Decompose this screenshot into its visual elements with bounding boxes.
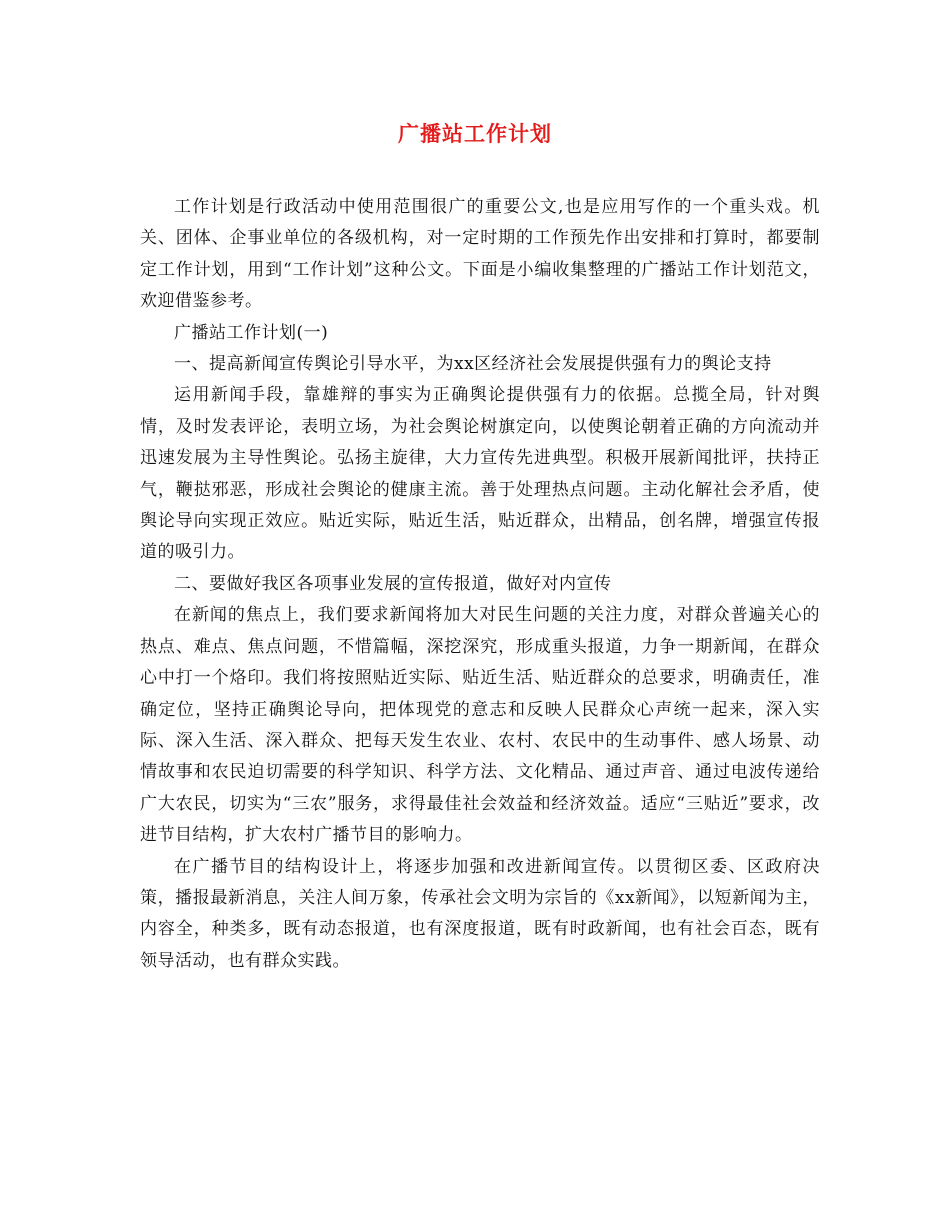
paragraph-intro: 工作计划是行政活动中使用范围很广的重要公文,也是应用写作的一个重头戏。机关、团体、企事业单位的各级机构，对一定时期的工作预先作出安排和打算时，都要制定工作计划，用到“工作计划”这种公文。下面是小编收集整理的广播站工作计划范文，欢迎借鉴参考。 [140,197,820,312]
paragraph-news-focus: 在新闻的焦点上，我们要求新闻将加大对民生问题的关注力度，对群众普遍关心的热点、难点、焦点问题，不惜篇幅，深挖深究，形成重头报道，力争一期新闻，在群众心中打一个烙印。我们将按照贴近实际、贴近生活、贴近群众的总要求，明确责任，准确定位，坚持正确舆论导向，把体现党的意志和反映人民群众心声统一起来，深入实际、深入生活、深入群众、把每天发生农业、农村、农民中的生动事件、感人场景、动情故事和农民迫切需要的科学知识、科学方法、文化精品、通过声音、通过电波传递给广大农民，切实为“三农”服务，求得最佳社会效益和经济效益。适应“三贴近”要求，改进节目结构，扩大农村广播节目的影响力。 [140,605,820,846]
section-heading-two: 二、要做好我区各项事业发展的宣传报道，做好对内宣传 [174,573,612,594]
section-heading-one: 一、提高新闻宣传舆论引导水平，为xx区经济社会发展提供强有力的舆论支持 [174,354,772,375]
document-body [140,192,820,977]
paragraph-news-means: 运用新闻手段，靠雄辩的事实为正确舆论提供强有力的依据。总揽全局，针对舆情，及时发表评论，表明立场，为社会舆论树旗定向，以使舆论朝着正确的方向流动并迅速发展为主导性舆论。弘扬主旋律，大力宣传先进典型。积极开展新闻批评，扶持正气，鞭挞邪恶，形成社会舆论的健康主流。善于处理热点问题。主动化解社会矛盾，使舆论导向实现正效应。贴近实际，贴近生活，贴近群众，出精品，创名牌，增强宣传报道的吸引力。 [140,385,820,563]
document-title: 广播站工作计划 [398,121,552,146]
paragraph-program-structure: 在广播节目的结构设计上，将逐步加强和改进新闻宣传。以贯彻区委、区政府决策，播报最新消息，关注人间万象，传承社会文明为宗旨的《xx新闻》，以短新闻为主，内容全，种类多，既有动态报道，也有深度报道，既有时政新闻，也有社会百态，既有领导活动，也有群众实践。 [140,856,820,971]
section-heading-plan-one: 广播站工作计划(一) [174,322,329,343]
